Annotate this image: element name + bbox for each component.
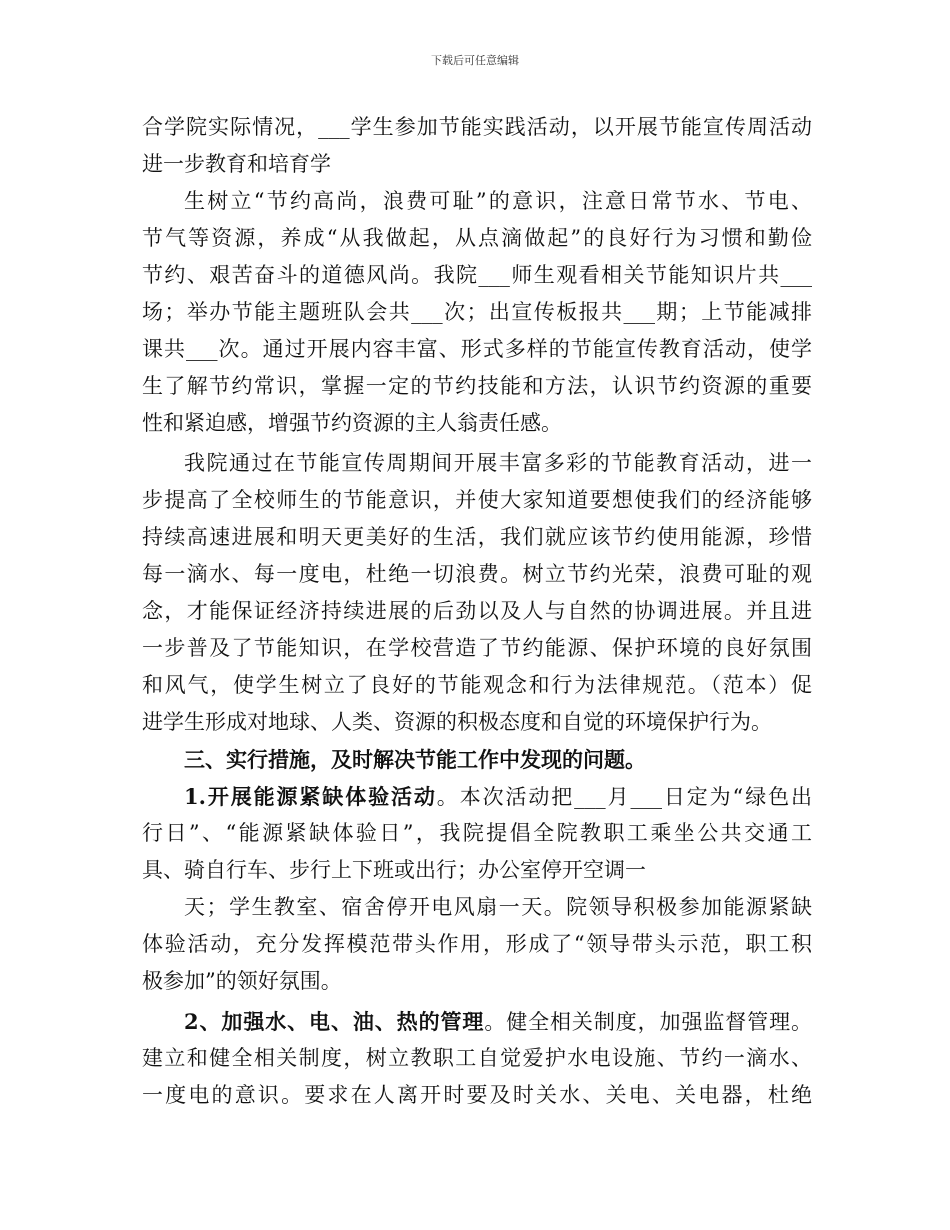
paragraph-line: 一度电的意识。要求在人离开时要及时关水、关电、关电器，杜绝 — [142, 1083, 812, 1107]
paragraph-line: 具、骑自行车、步行上下班或出行；办公室停开空调一 — [142, 858, 646, 882]
paragraph-line: 建立和健全相关制度，树立教职工自觉爱护水电设施、节约一滴水、 — [142, 1046, 812, 1070]
paragraph-line: 行日”、“能源紧缺体验日”，我院提倡全院教职工乘坐公共交通工 — [142, 821, 812, 845]
paragraph-line: 性和紧迫感，增强节约资源的主人翁责任感。 — [142, 411, 562, 435]
paragraph-line: 持续高速进展和明天更美好的生活，我们就应该节约使用能源，珍惜 — [142, 525, 812, 549]
paragraph-line: 和风气，使学生树立了良好的节能观念和行为法律规范。（范本）促 — [142, 673, 812, 697]
paragraph-line: 每一滴水、每一度电，杜绝一切浪费。树立节约光荣，浪费可耻的观 — [142, 562, 812, 586]
section-heading: 三、实行措施，及时解决节能工作中发现的问题。 — [184, 747, 646, 772]
paragraph-line: 生了解节约常识，掌握一定的节约技能和方法，认识节约资源的重要 — [142, 374, 812, 398]
paragraph-line: 天；学生教室、宿舍停开电风扇一天。院领导积极参加能源紧缺 — [184, 895, 812, 919]
paragraph-line: 步提高了全校师生的节能意识，并使大家知道要想使我们的经济能够 — [142, 488, 812, 512]
paragraph-line: 极参加”的领好氛围。 — [142, 969, 342, 993]
paragraph-line: 一步普及了节能知识，在学校营造了节约能源、保护环境的良好氛围 — [142, 636, 812, 660]
paragraph-line: 进一步教育和培育学 — [142, 152, 331, 176]
item-heading: 2、加强水、电、油、热的管理 — [184, 1009, 485, 1034]
document-body — [142, 109, 812, 1114]
paragraph-line: 课共___次。通过开展内容丰富、形式多样的节能宣传教育活动，使学 — [142, 337, 812, 361]
paragraph-line: 节约、艰苦奋斗的道德风尚。我院___师生观看相关节能知识片共___ — [142, 263, 812, 287]
page-header: 下载后可任意编辑 — [431, 54, 519, 67]
item-text: 。本次活动把___月___日定为“绿色出 — [436, 785, 812, 809]
paragraph-line: 生树立“节约高尚，浪费可耻”的意识，注意日常节水、节电、 — [184, 189, 812, 213]
item-heading: 1.开展能源紧缺体验活动 — [184, 784, 437, 809]
paragraph-line: 体验活动，充分发挥模范带头作用，形成了“领导带头示范，职工积 — [142, 932, 812, 956]
paragraph-line: 场；举办节能主题班队会共___次；出宣传板报共___期；上节能减排 — [142, 300, 812, 324]
paragraph-line — [142, 778, 812, 815]
paragraph-line: 节气等资源，养成“从我做起，从点滴做起”的良好行为习惯和勤俭 — [142, 226, 812, 250]
item-text: 。健全相关制度，加强监督管理。 — [484, 1010, 812, 1034]
paragraph-line: 合学院实际情况，___学生参加节能实践活动，以开展节能宣传周活动 — [142, 115, 812, 139]
paragraph-line: 我院通过在节能宣传周期间开展丰富多彩的节能教育活动，进一 — [184, 451, 812, 475]
paragraph-line — [142, 1003, 812, 1040]
paragraph-line: 念，才能保证经济持续进展的后劲以及人与自然的协调进展。并且进 — [142, 599, 812, 623]
paragraph-line: 进学生形成对地球、人类、资源的积极态度和自觉的环境保护行为。 — [142, 710, 772, 734]
